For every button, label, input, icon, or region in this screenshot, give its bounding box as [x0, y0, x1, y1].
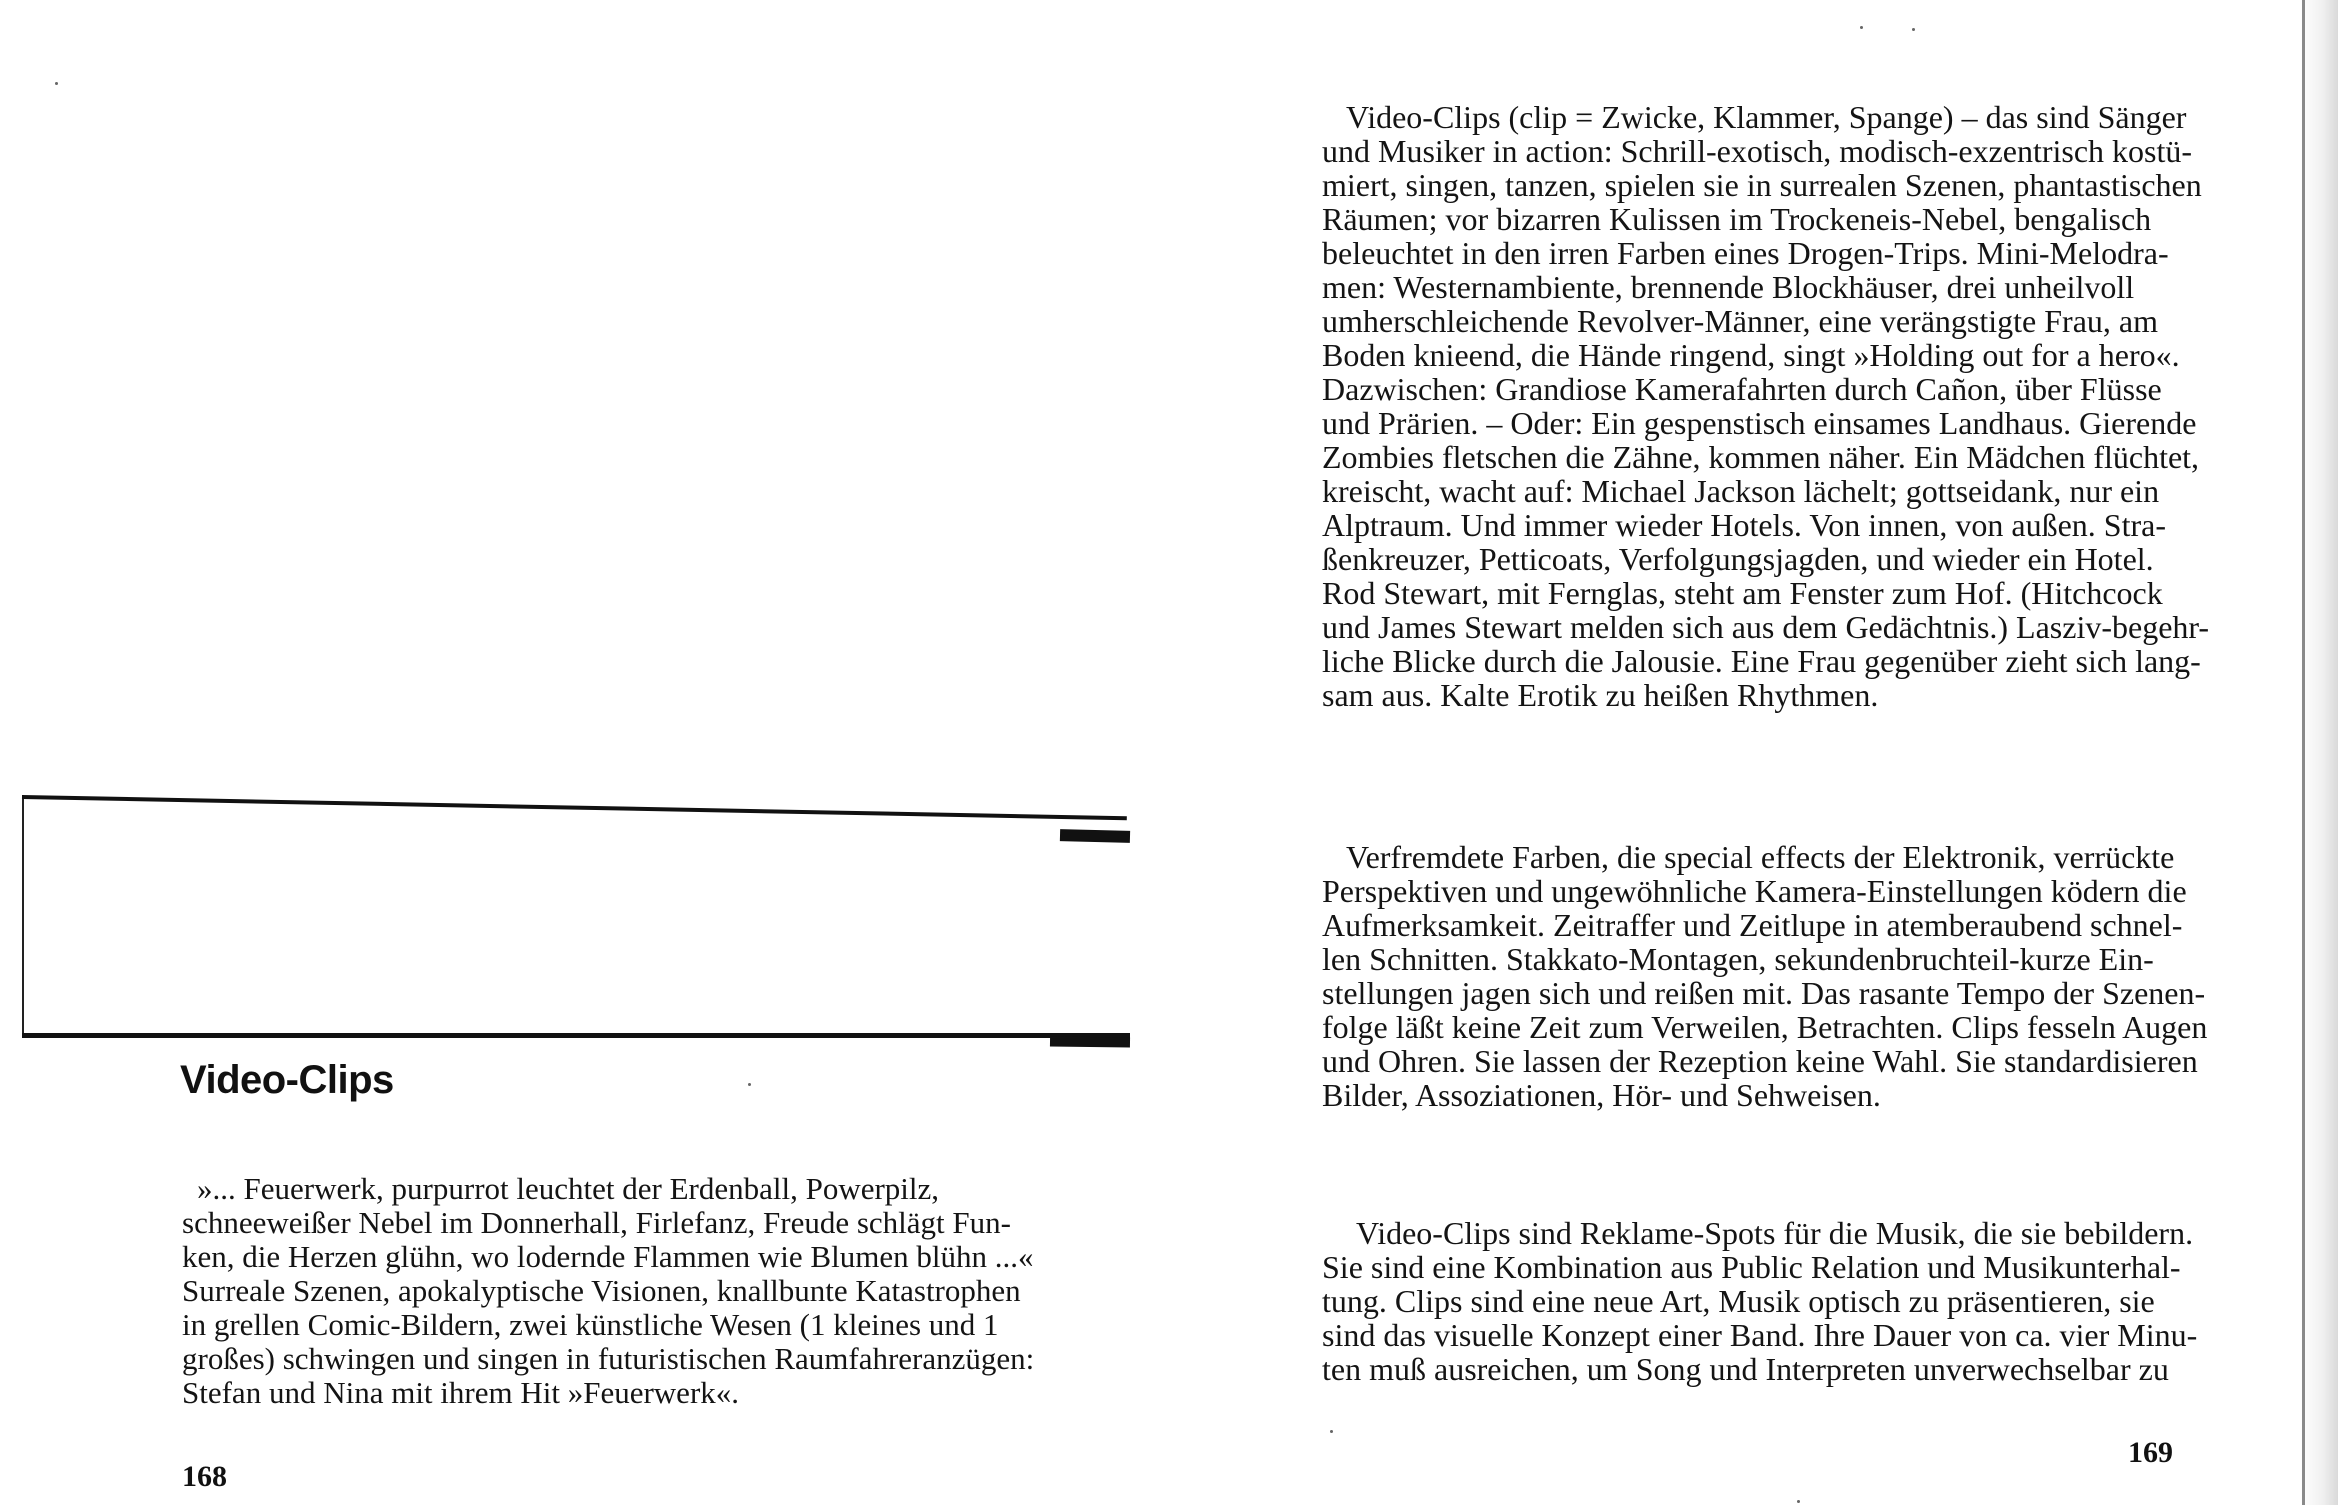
right-p1-line: und Prärien. – Oder: Ein gespenstisch einsames Landhaus. Gierende [1322, 405, 2197, 441]
image-frame [22, 795, 1134, 1037]
right-p2-line: folge läßt keine Zeit zum Verweilen, Betrachten. Clips fesseln Augen [1322, 1009, 2208, 1045]
right-p1-line: Räumen; vor bizarren Kulissen im Trockeneis-Nebel, bengalisch [1322, 201, 2152, 237]
frame-bottom-rule-end [1050, 1036, 1130, 1047]
right-p3-line: tung. Clips sind eine neue Art, Musik optisch zu präsentieren, sie [1322, 1283, 2155, 1319]
right-p1-line: beleuchtet in den irren Farben eines Drogen-Trips. Mini-Melodra- [1322, 235, 2169, 271]
right-p1-line: Video-Clips (clip = Zwicke, Klammer, Spange) – das sind Sänger [1346, 99, 2187, 135]
right-p2-line: Bilder, Assoziationen, Hör- und Sehweisen. [1322, 1077, 1881, 1113]
right-p1-line: und Musiker in action: Schrill-exotisch, modisch-exzentrisch kostü- [1322, 133, 2193, 169]
right-p1-line: men: Westernambiente, brennende Blockhäuser, drei unheilvoll [1322, 269, 2135, 305]
right-p1-line: liche Blicke durch die Jalousie. Eine Frau gegenüber zieht sich lang- [1322, 643, 2201, 679]
right-p1-line: sam aus. Kalte Erotik zu heißen Rhythmen. [1322, 677, 1879, 713]
page-number-left: 168 [182, 1460, 227, 1493]
right-p1-line: und James Stewart melden sich aus dem Gedächtnis.) Lasziv-begehr- [1322, 609, 2210, 645]
right-p1-line: ßenkreuzer, Petticoats, Verfolgungsjagden, und wieder ein Hotel. [1322, 541, 2154, 577]
right-p1-line: Zombies fletschen die Zähne, kommen näher. Ein Mädchen flüchtet, [1322, 439, 2200, 475]
scan-speck [1860, 26, 1863, 29]
page-edge-line [2302, 0, 2305, 1505]
left-text-line: Surreale Szenen, apokalyptische Visionen, knallbunte Katastrophen [182, 1273, 1021, 1308]
right-p2-line: Perspektiven und ungewöhnliche Kamera-Einstellungen ködern die [1322, 873, 2187, 909]
right-p2-line: Aufmerksamkeit. Zeitraffer und Zeitlupe in atemberaubend schnel- [1322, 907, 2183, 943]
right-p2-line: stellungen jagen sich und reißen mit. Das rasante Tempo der Szenen- [1322, 975, 2206, 1011]
scan-speck [1797, 1500, 1800, 1503]
right-p1-line: Dazwischen: Grandiose Kamerafahrten durch Cañon, über Flüsse [1322, 371, 2162, 407]
left-text-line: Stefan und Nina mit ihrem Hit »Feuerwerk«. [182, 1375, 740, 1410]
right-p3-line: Video-Clips sind Reklame-Spots für die Musik, die sie bebildern. [1356, 1215, 2194, 1251]
right-p3-line: ten muß ausreichen, um Song und Interpreten unverwechselbar zu [1322, 1351, 2169, 1387]
page-number-right: 169 [2128, 1436, 2173, 1469]
scan-speck [55, 82, 58, 85]
chapter-heading: Video-Clips [180, 1058, 394, 1102]
left-text-line: großes) schwingen und singen in futuristischen Raumfahreranzügen: [182, 1341, 1035, 1376]
frame-top-rule-end [1060, 829, 1130, 843]
scan-speck [748, 1083, 751, 1086]
right-p2-line: len Schnitten. Stakkato-Montagen, sekundenbruchteil-kurze Ein- [1322, 941, 2154, 977]
right-p3-line: Sie sind eine Kombination aus Public Relation und Musikunterhal- [1322, 1249, 2181, 1285]
right-p1-line: Boden knieend, die Hände ringend, singt »Holding out for a hero«. [1322, 337, 2180, 373]
scan-speck [1330, 1430, 1333, 1433]
right-p1-line: umherschleichende Revolver-Männer, eine verängstigte Frau, am [1322, 303, 2158, 339]
right-p3-line: sind das visuelle Konzept einer Band. Ihre Dauer von ca. vier Minu- [1322, 1317, 2198, 1353]
scan-speck [1912, 28, 1915, 31]
left-text-line: ken, die Herzen glühn, wo lodernde Flammen wie Blumen blühn ...« [182, 1239, 1034, 1274]
right-p1-line: kreischt, wacht auf: Michael Jackson lächelt; gottseidank, nur ein [1322, 473, 2160, 509]
right-p1-line: Alptraum. Und immer wieder Hotels. Von innen, von außen. Stra- [1322, 507, 2166, 543]
right-p2-line: und Ohren. Sie lassen der Rezeption keine Wahl. Sie standardisieren [1322, 1043, 2198, 1079]
right-p2-line: Verfremdete Farben, die special effects der Elektronik, verrückte [1346, 839, 2175, 875]
right-p1-line: Rod Stewart, mit Fernglas, steht am Fenster zum Hof. (Hitchcock [1322, 575, 2163, 611]
left-text-line: »... Feuerwerk, purpurrot leuchtet der Erdenball, Powerpilz, [197, 1171, 940, 1206]
frame-bottom-rule [22, 1033, 1130, 1038]
page-edge-shadow [2300, 0, 2338, 1505]
left-text-line: schneeweißer Nebel im Donnerhall, Firlefanz, Freude schlägt Fun- [182, 1205, 1011, 1240]
left-text-line: in grellen Comic-Bildern, zwei künstliche Wesen (1 kleines und 1 [182, 1307, 999, 1342]
right-p1-line: miert, singen, tanzen, spielen sie in surrealen Szenen, phantastischen [1322, 167, 2202, 203]
